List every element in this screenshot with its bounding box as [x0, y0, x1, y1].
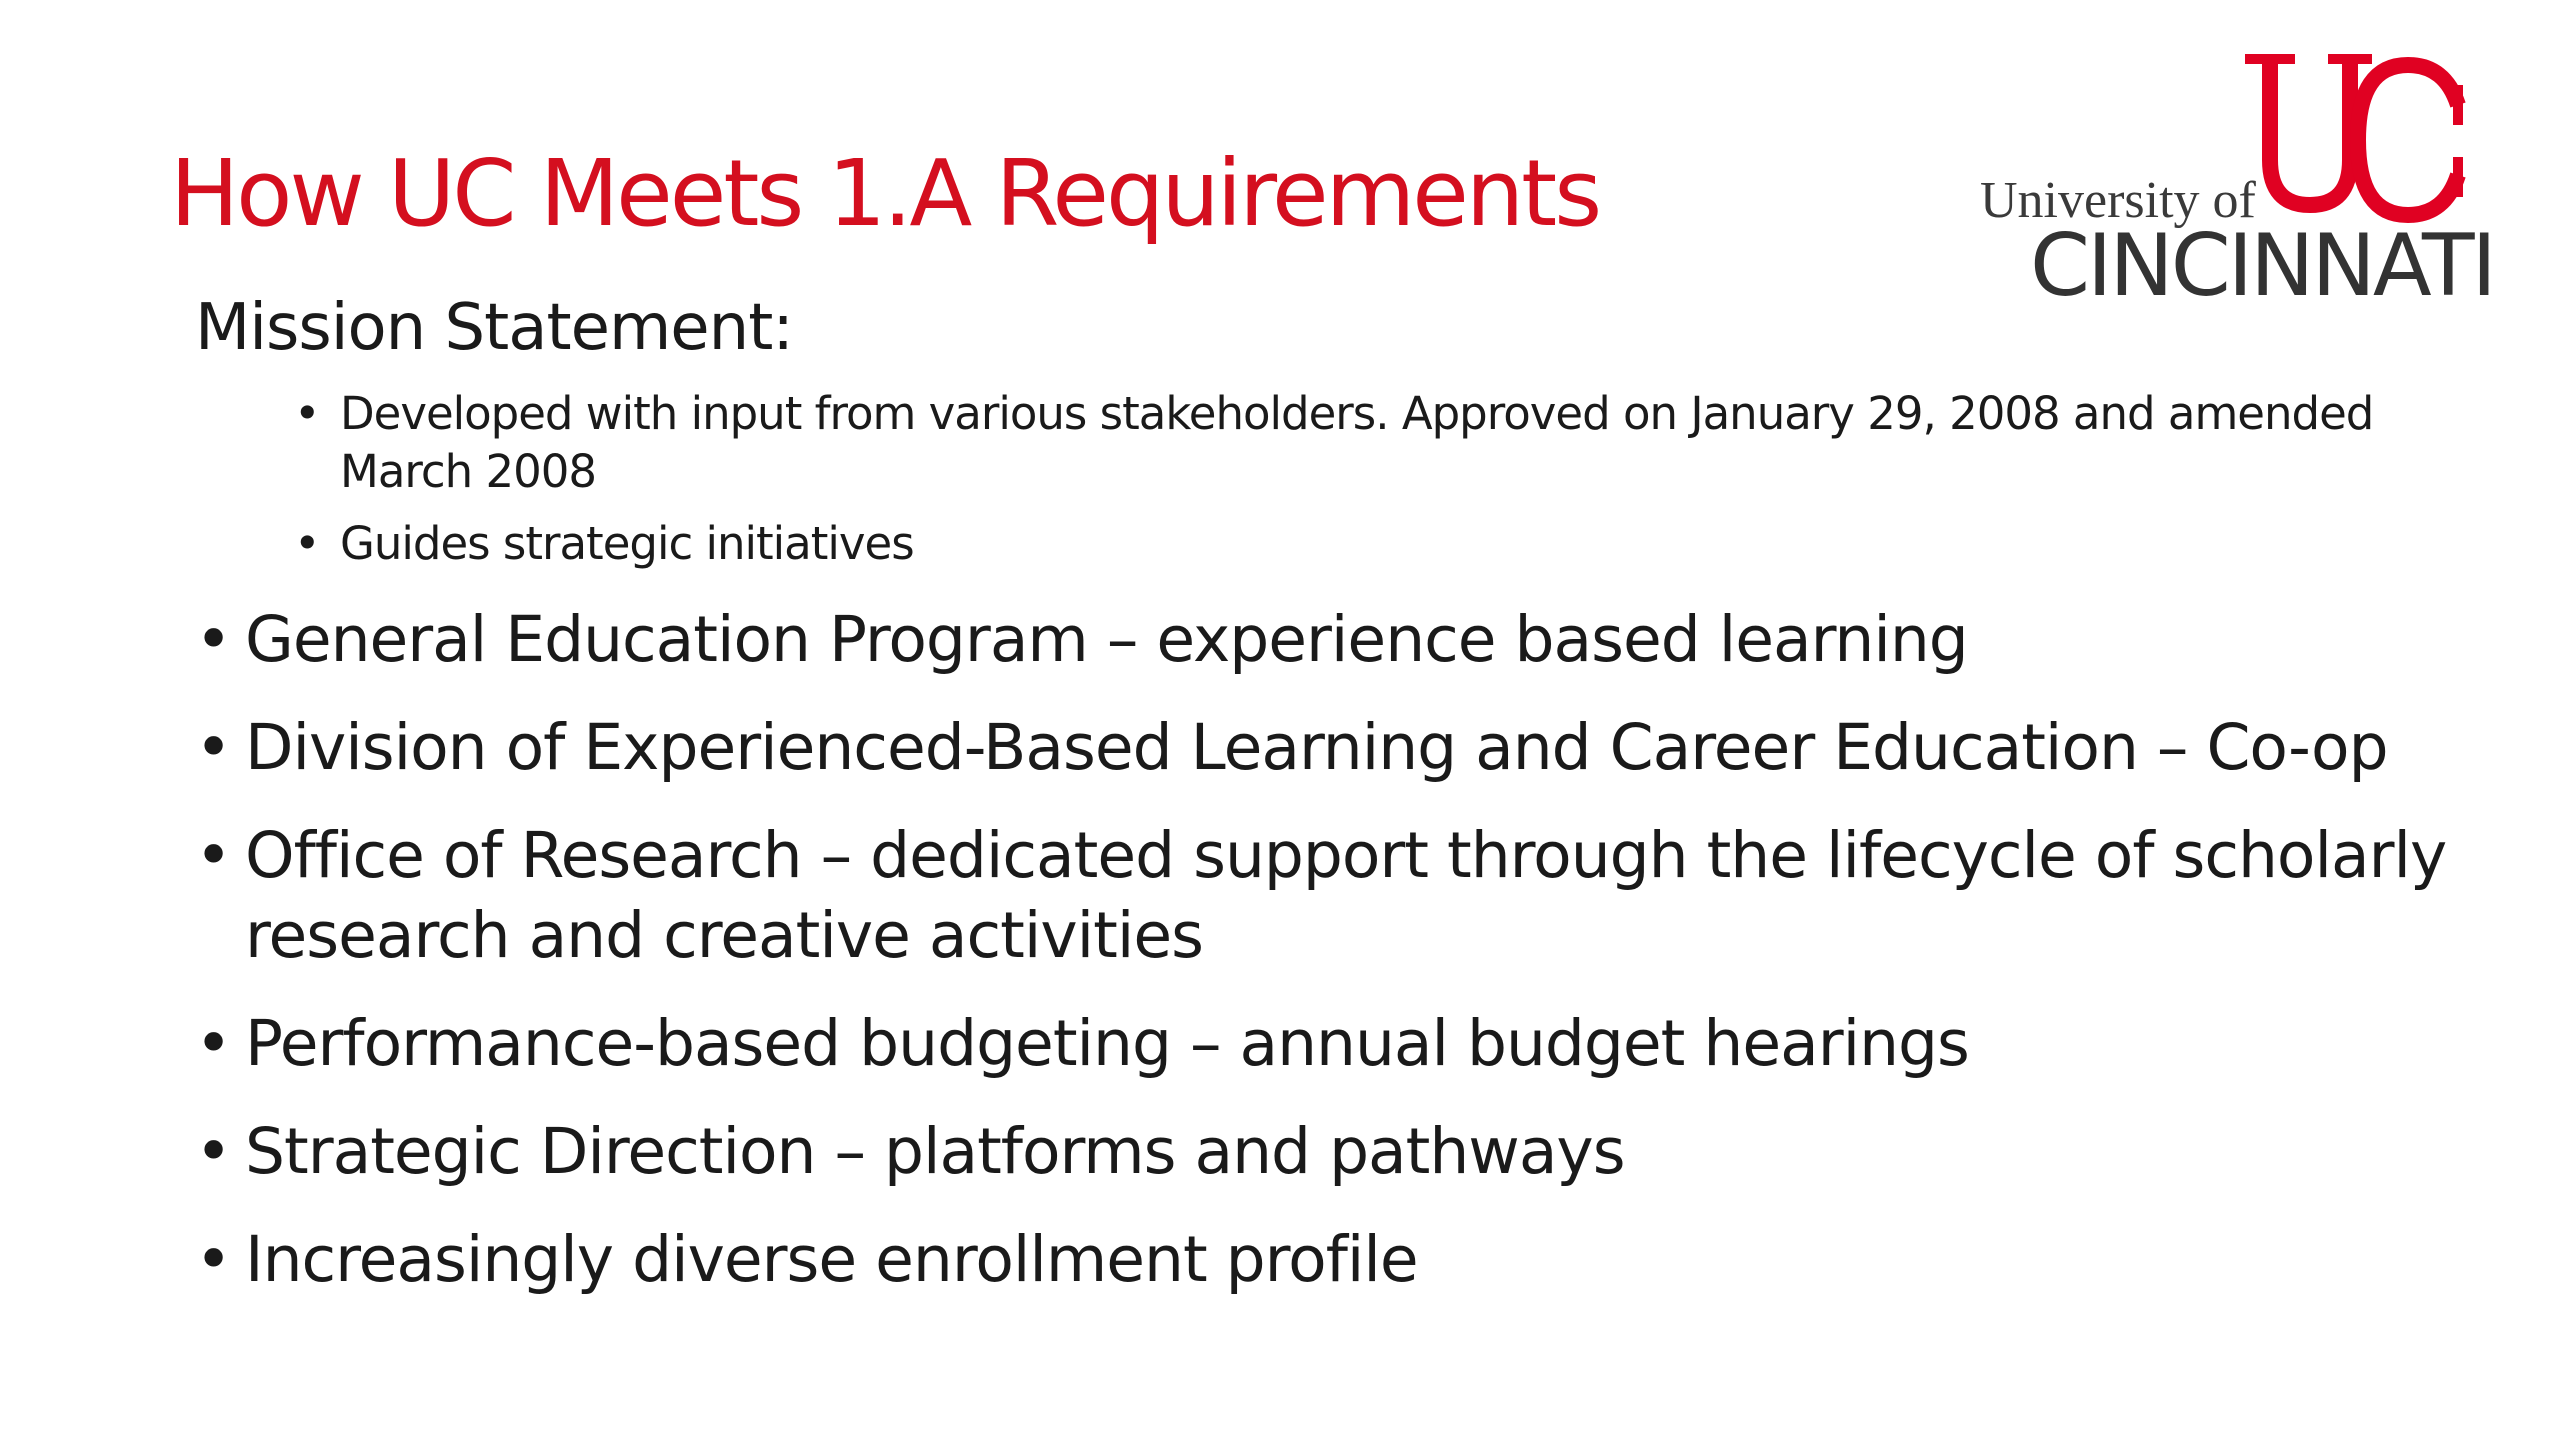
- bullet-icon: •: [195, 1007, 232, 1080]
- bullet-icon: •: [195, 1223, 232, 1296]
- university-logo: [1960, 45, 2540, 315]
- logo-text-cincinnati: CINCINNATI: [2030, 216, 2494, 316]
- requirement-text: Performance-based budgeting – annual budget hearings: [245, 1007, 1969, 1080]
- mission-sub-item: [290, 515, 2440, 573]
- mission-sub-item: [290, 385, 2440, 501]
- slide-title: How UC Meets 1.A Requirements: [170, 140, 1600, 247]
- requirement-item: [195, 708, 2515, 788]
- requirement-item: [195, 1112, 2515, 1192]
- requirement-text: Increasingly diverse enrollment profile: [245, 1223, 1418, 1296]
- mission-sub-item-text: Guides strategic initiatives: [340, 517, 914, 570]
- requirement-item: [195, 600, 2515, 680]
- requirements-list: [195, 600, 2515, 1328]
- requirement-text: Office of Research – dedicated support through the lifecycle of scholarly research and creative activities: [245, 819, 2447, 972]
- requirement-text: Strategic Direction – platforms and pathways: [245, 1115, 1625, 1188]
- bullet-icon: •: [195, 1115, 232, 1188]
- bullet-icon: •: [195, 711, 232, 784]
- requirement-item: [195, 1004, 2515, 1084]
- bullet-icon: •: [294, 387, 320, 440]
- requirement-item: [195, 816, 2515, 976]
- logo-text-university: University of: [1980, 172, 2256, 229]
- bullet-icon: •: [195, 603, 232, 676]
- mission-sub-list: [290, 385, 2440, 587]
- requirement-text: General Education Program – experience based learning: [245, 603, 1968, 676]
- bullet-icon: •: [195, 819, 232, 892]
- mission-statement-heading: Mission Statement:: [195, 291, 793, 365]
- requirement-text: Division of Experienced-Based Learning and Career Education – Co-op: [245, 711, 2388, 784]
- mission-sub-item-text: Developed with input from various stakeholders. Approved on January 29, 2008 and amended March 2008: [340, 387, 2374, 498]
- bullet-icon: •: [294, 517, 320, 570]
- requirement-item: [195, 1220, 2515, 1300]
